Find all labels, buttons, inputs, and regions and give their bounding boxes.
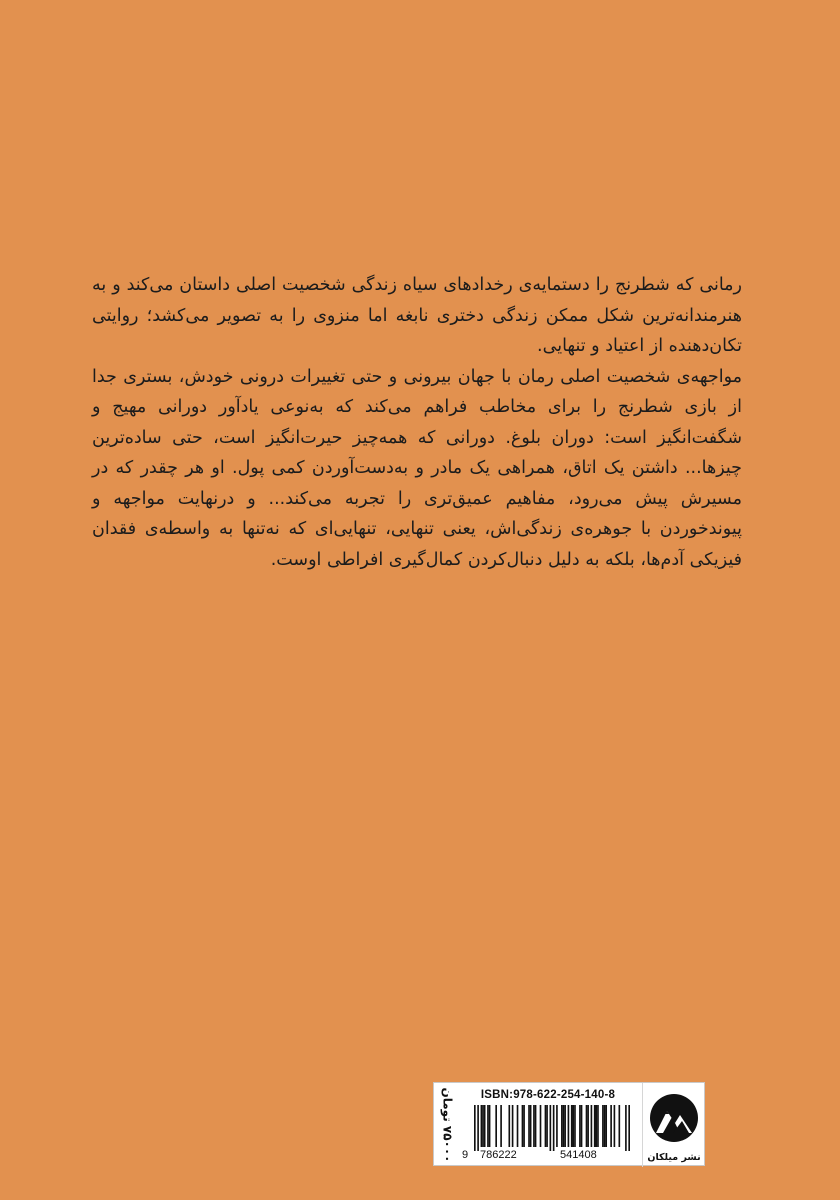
price-text: ۷۵۰۰۰ تومان	[440, 1087, 455, 1163]
barcode-bar	[482, 1105, 484, 1147]
barcode-bar	[484, 1105, 486, 1147]
isbn-barcode-panel	[433, 1082, 705, 1166]
barcode-bar	[528, 1105, 530, 1147]
barcode-bar	[596, 1105, 598, 1147]
barcode-bar	[619, 1105, 621, 1147]
barcode-bar	[474, 1105, 476, 1151]
barcode-bar	[628, 1105, 630, 1151]
barcode-bar	[522, 1105, 524, 1147]
barcode-bar	[605, 1105, 607, 1147]
barcode-bar	[556, 1105, 558, 1147]
barcode-bar	[533, 1105, 535, 1147]
barcode-bar	[568, 1105, 570, 1147]
barcode-bar	[604, 1105, 606, 1147]
barcode-bar	[545, 1105, 547, 1147]
barcode-bar	[508, 1105, 510, 1147]
barcode-bar	[540, 1105, 542, 1147]
barcode-bar	[512, 1105, 514, 1147]
barcode-bar	[495, 1105, 497, 1147]
barcode-bar	[573, 1105, 575, 1147]
barcode-bar	[477, 1105, 479, 1151]
barcode-bar	[553, 1105, 555, 1151]
barcode-bar	[563, 1105, 565, 1147]
barcode-digits-right: 541408	[560, 1149, 597, 1161]
barcode-bar	[530, 1105, 532, 1147]
blurb-paragraph-2: مواجهه‌ی شخصیت اصلی رمان با جهان بیرونی و حتی تغییرات درونی خودش، بستری جدا از بازی شطرنج را برای مخاطب فراهم می‌کند که به‌نوعی یادآور دورانی مهیج و شگفت‌انگیز است: دوران بلوغ. دورانی که همه‌چیز حیرت‌انگیز است، حتی ساده‌ترین چیزها... داشتن یک اتاق، همراهی یک مادر و به‌دست‌آوردن کمی پول. او هر چقدر که در مسیرش پیش می‌رود، مفاهیم عمیق‌تری را تجربه می‌کند... و درنهایت مواجهه و پیوندخوردن با جوهره‌ی زندگی‌اش، یعنی تنهایی، تنهایی‌ای که نه‌تنها به واسطه‌ی فقدان فیزیکی آدم‌ها، بلکه به دلیل دنبال‌کردن کمال‌گیری افراطی اوست.	[92, 366, 742, 570]
barcode-bar	[481, 1105, 483, 1147]
barcode-bar	[594, 1105, 596, 1147]
barcode-bar	[625, 1105, 627, 1151]
barcode-bar	[597, 1105, 599, 1147]
barcode-icon	[474, 1105, 630, 1151]
barcode-bar	[602, 1105, 604, 1147]
barcode-bar	[587, 1105, 589, 1147]
barcode-bar	[591, 1105, 593, 1147]
blurb-paragraph-1: رمانی که شطرنج را دستمایه‌ی رخدادهای سیاه زندگی شخصیت اصلی داستان می‌کند و به هنرمندانه‌ترین شکل ممکن زندگی دختری نابغه اما منزوی را به تصویر می‌کشد؛ روایتی تکان‌دهنده از اعتیاد و تنهایی.	[92, 275, 742, 356]
barcode-bar	[517, 1105, 519, 1147]
barcode-bar	[489, 1105, 491, 1147]
barcode-bar	[574, 1105, 576, 1147]
barcode-bar	[614, 1105, 616, 1147]
barcode-bar	[571, 1105, 573, 1147]
barcode-bar	[487, 1105, 489, 1147]
price-label	[434, 1083, 460, 1167]
barcode-bar	[581, 1105, 583, 1147]
back-cover-blurb	[92, 270, 742, 575]
barcode-bar	[564, 1105, 566, 1147]
barcode-bar	[561, 1105, 563, 1147]
barcode-bar	[546, 1105, 548, 1147]
barcode-digit-first: 9	[462, 1149, 469, 1161]
isbn-number: ISBN:978-622-254-140-8	[480, 1089, 616, 1101]
barcode-bar	[500, 1105, 502, 1147]
barcode-bar	[523, 1105, 525, 1147]
mountains-logo-icon	[649, 1089, 699, 1147]
barcode-bar	[610, 1105, 612, 1147]
publisher-name: نشر میلکان	[647, 1152, 701, 1163]
barcode-bar	[579, 1105, 581, 1147]
barcode-bar	[550, 1105, 552, 1151]
publisher-logo	[642, 1083, 704, 1167]
barcode-bar	[535, 1105, 537, 1147]
barcode-bar	[586, 1105, 588, 1147]
barcode-digits-left: 786222	[480, 1149, 517, 1161]
